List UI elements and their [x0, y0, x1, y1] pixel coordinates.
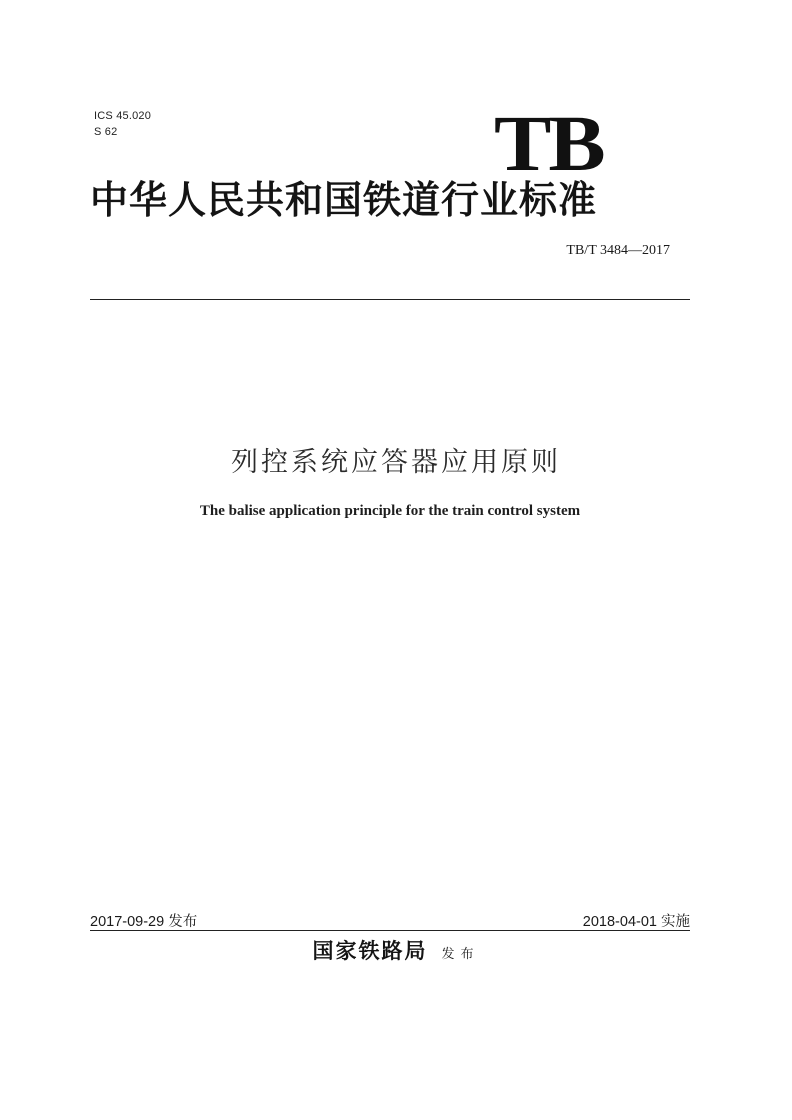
standard-category-title: 中华人民共和国铁道行业标准 [90, 177, 598, 222]
release-date: 2017-09-29 发布 [90, 914, 198, 930]
document-title-zh: 列控系统应答器应用原则 [231, 447, 561, 478]
issue-label: 发布 [441, 947, 480, 962]
tb-logo: TB [494, 99, 603, 188]
implement-date: 2018-04-01 实施 [582, 914, 690, 930]
bottom-divider [90, 930, 690, 931]
issuer-name: 国家铁路局 [312, 938, 428, 963]
issuer-line [0, 935, 792, 965]
document-title-en: The balise application principle for the train control system [199, 503, 581, 519]
s-code: S 62 [94, 126, 118, 138]
standard-number: TB/T 3484—2017 [566, 243, 670, 258]
ics-code: ICS 45.020 [94, 110, 152, 122]
top-divider [90, 299, 690, 300]
